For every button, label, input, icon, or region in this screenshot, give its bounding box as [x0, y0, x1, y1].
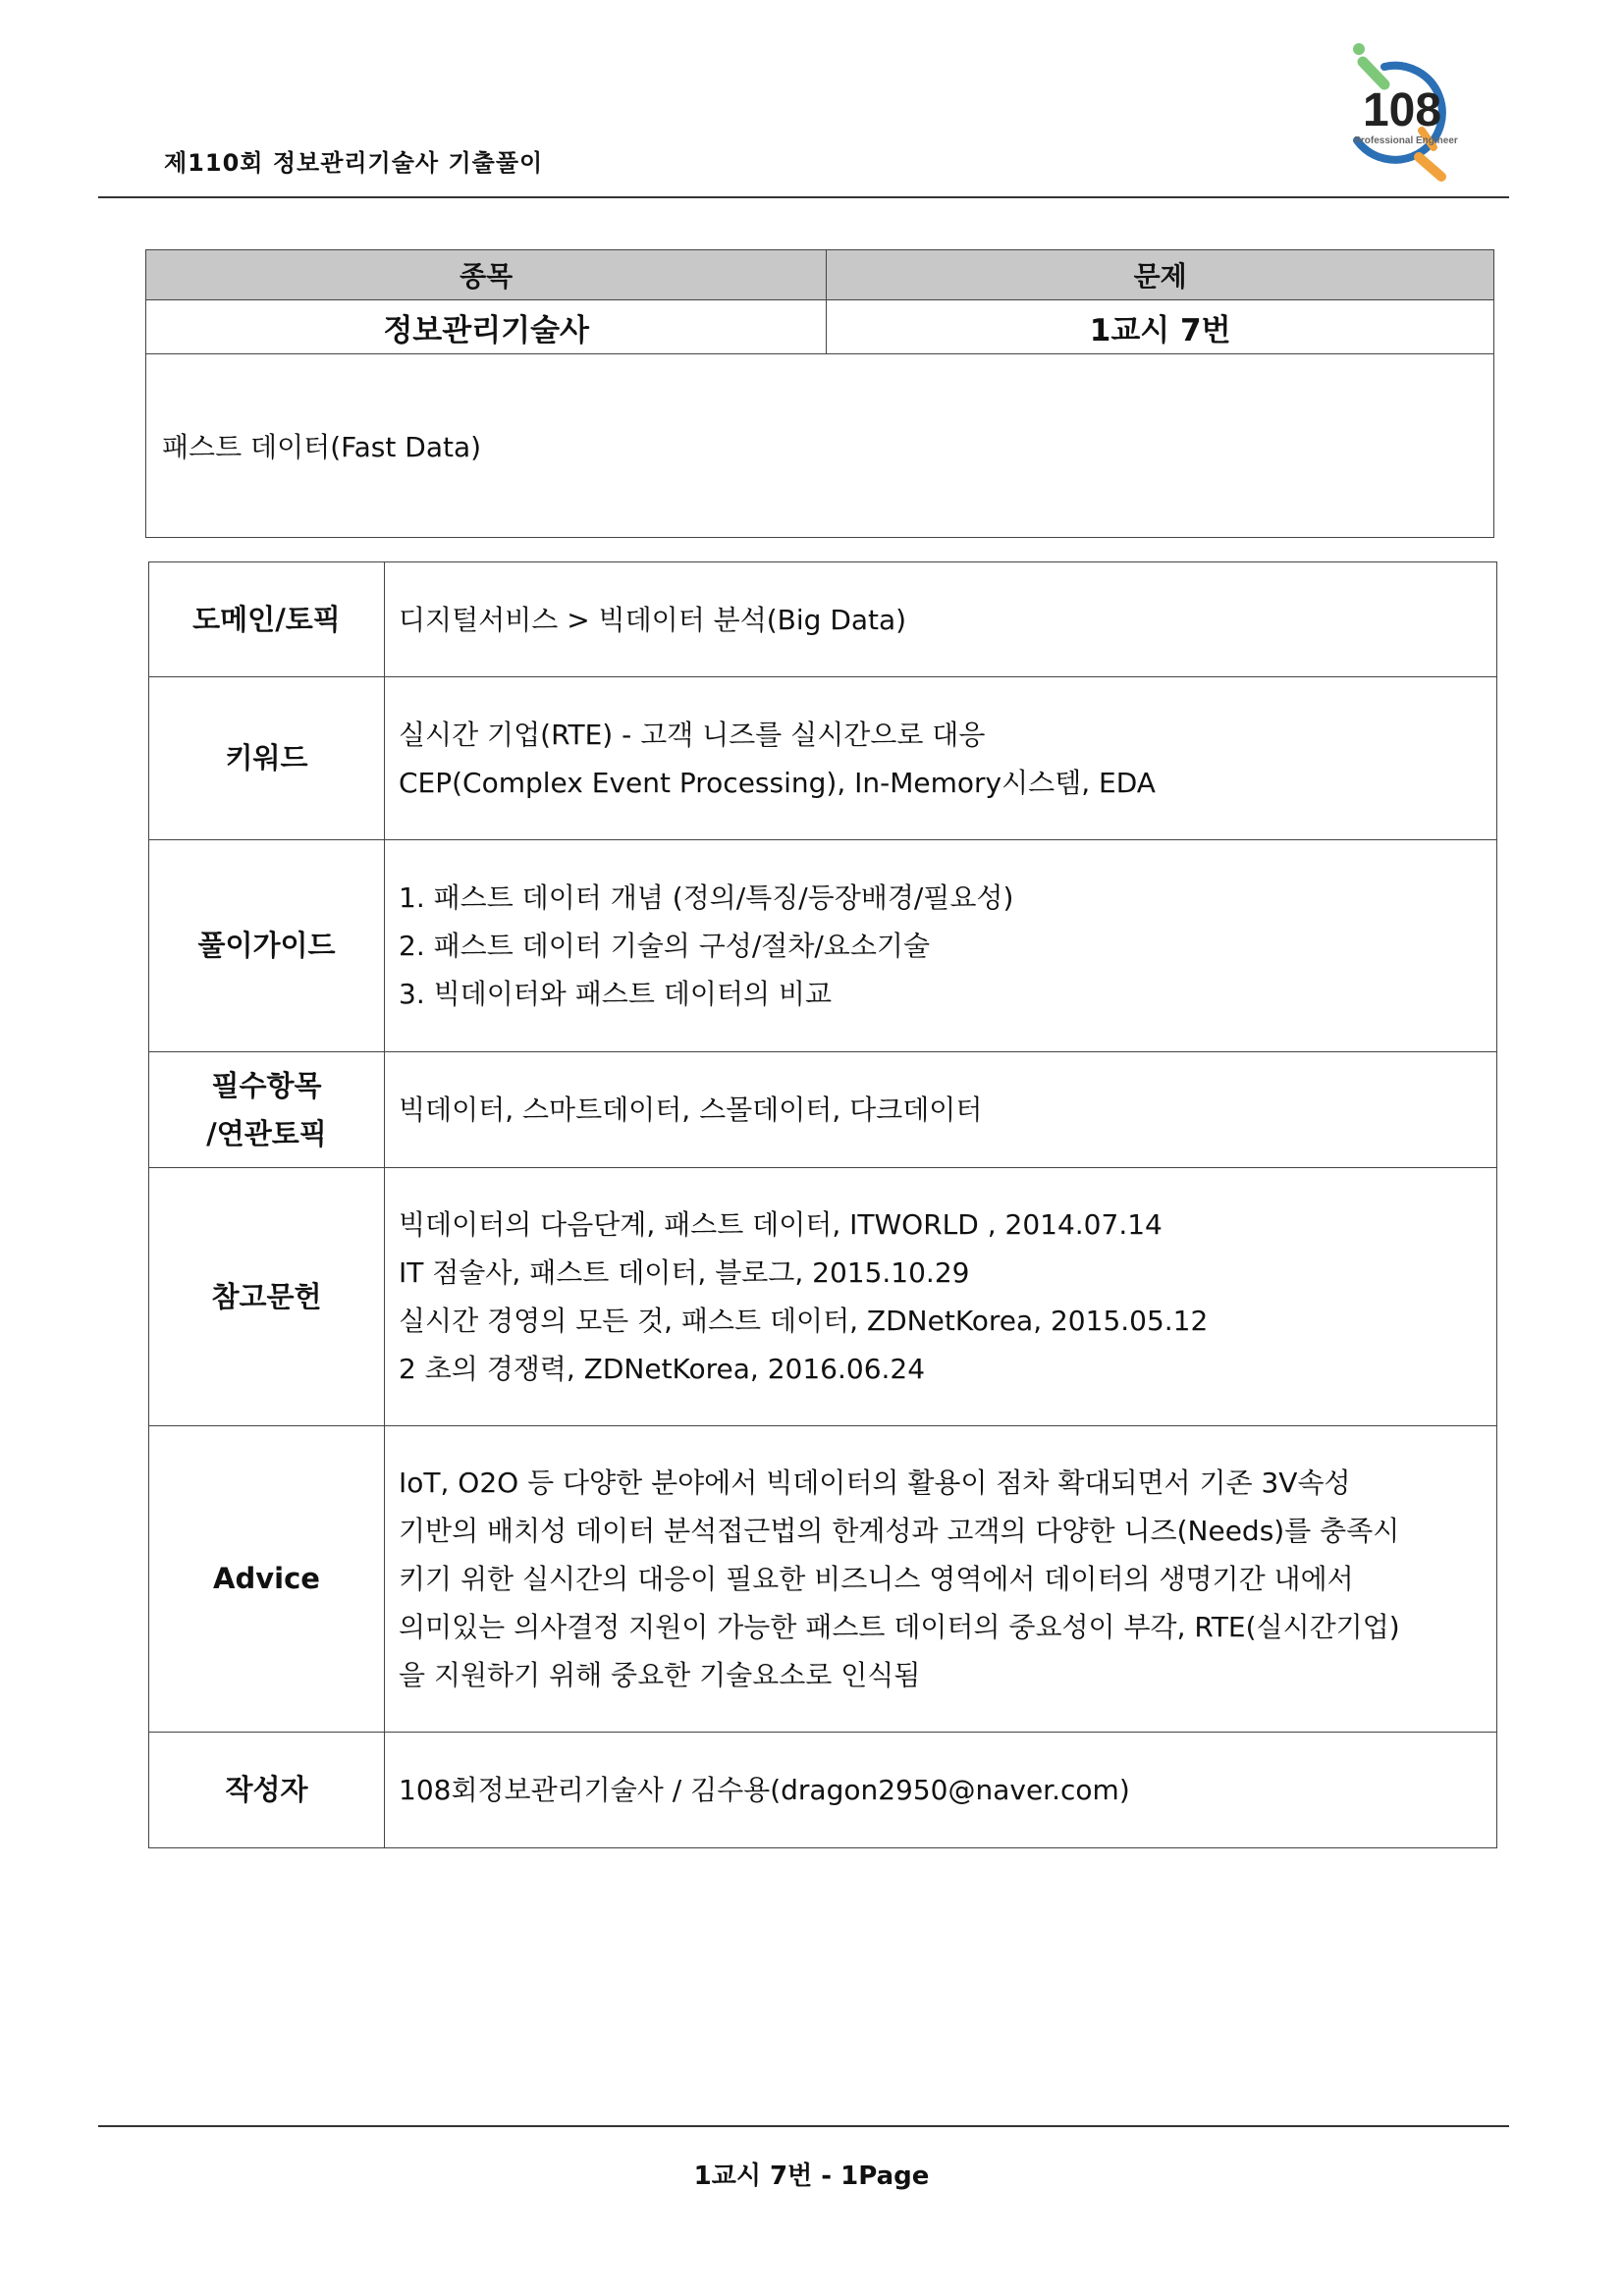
row-keywords	[149, 677, 1497, 840]
advice-line: 의미있는 의사결정 지원이 가능한 패스트 데이터의 중요성이 부각, RTE(실시간기업)	[399, 1611, 1400, 1643]
details-table	[148, 561, 1497, 1848]
value-domain: 디지털서비스 > 빅데이터 분석(Big Data)	[385, 562, 1497, 677]
guide-line: 2. 패스트 데이터 기술의 구성/절차/요소기술	[399, 930, 931, 962]
value-keywords	[385, 677, 1497, 840]
footer-divider	[98, 2125, 1509, 2127]
page-footer: 1교시 7번 - 1Page	[693, 2162, 930, 2191]
reference-line: IT 점술사, 패스트 데이터, 블로그, 2015.10.29	[399, 1256, 970, 1289]
label-required	[149, 1052, 385, 1168]
value-advice	[385, 1426, 1497, 1733]
label-keywords: 키워드	[149, 677, 385, 840]
reference-line: 2 초의 경쟁력, ZDNetKorea, 2016.06.24	[399, 1353, 926, 1385]
logo-number: 108	[1362, 84, 1442, 136]
reference-line: 빅데이터의 다음단계, 패스트 데이터, ITWORLD , 2014.07.14	[399, 1208, 1163, 1241]
row-domain	[149, 562, 1497, 677]
logo	[1325, 37, 1473, 185]
advice-line: 을 지원하기 위해 중요한 기술요소로 인식됨	[399, 1659, 921, 1691]
value-required: 빅데이터, 스마트데이터, 스몰데이터, 다크데이터	[385, 1052, 1497, 1168]
head-question: 문제	[827, 250, 1494, 300]
guide-line: 1. 패스트 데이터 개념 (정의/특징/등장배경/필요성)	[399, 881, 1014, 914]
head-category: 종목	[146, 250, 827, 300]
guide-line: 3. 빅데이터와 패스트 데이터의 비교	[399, 978, 832, 1010]
row-advice	[149, 1426, 1497, 1733]
summary-table	[145, 249, 1494, 538]
row-required	[149, 1052, 1497, 1168]
topic-title: 패스트 데이터(Fast Data)	[146, 354, 1494, 538]
row-guide	[149, 840, 1497, 1052]
label-required-line2: /연관토픽	[206, 1116, 327, 1150]
keyword-line: CEP(Complex Event Processing), In-Memory시스템, EDA	[399, 766, 1156, 799]
row-references	[149, 1168, 1497, 1426]
label-guide: 풀이가이드	[149, 840, 385, 1052]
logo-subtitle: Professional Engineer	[1354, 135, 1458, 146]
row-author	[149, 1733, 1497, 1848]
value-references	[385, 1168, 1497, 1426]
advice-line: IoT, O2O 등 다양한 분야에서 빅데이터의 활용이 점차 확대되면서 기존 3V속성	[399, 1467, 1351, 1499]
value-author: 108회정보관리기술사 / 김수용(dragon2950@naver.com)	[385, 1733, 1497, 1848]
label-advice: Advice	[149, 1426, 385, 1733]
keyword-line: 실시간 기업(RTE) - 고객 니즈를 실시간으로 대응	[399, 718, 986, 751]
label-required-line1: 필수항목	[211, 1068, 322, 1102]
header-divider	[98, 196, 1509, 198]
advice-line: 키기 위한 실시간의 대응이 필요한 비즈니스 영역에서 데이터의 생명기간 내에서	[399, 1563, 1354, 1595]
label-author: 작성자	[149, 1733, 385, 1848]
label-references: 참고문헌	[149, 1168, 385, 1426]
advice-line: 기반의 배치성 데이터 분석접근법의 한계성과 고객의 다양한 니즈(Needs)를 충족시	[399, 1515, 1400, 1547]
category-value: 정보관리기술사	[146, 300, 827, 354]
reference-line: 실시간 경영의 모든 것, 패스트 데이터, ZDNetKorea, 2015.05.12	[399, 1305, 1209, 1337]
label-domain: 도메인/토픽	[149, 562, 385, 677]
question-value: 1교시 7번	[827, 300, 1494, 354]
value-guide	[385, 840, 1497, 1052]
header-title: 제110회 정보관리기술사 기출풀이	[164, 149, 544, 177]
logo-graphic	[1325, 37, 1473, 185]
